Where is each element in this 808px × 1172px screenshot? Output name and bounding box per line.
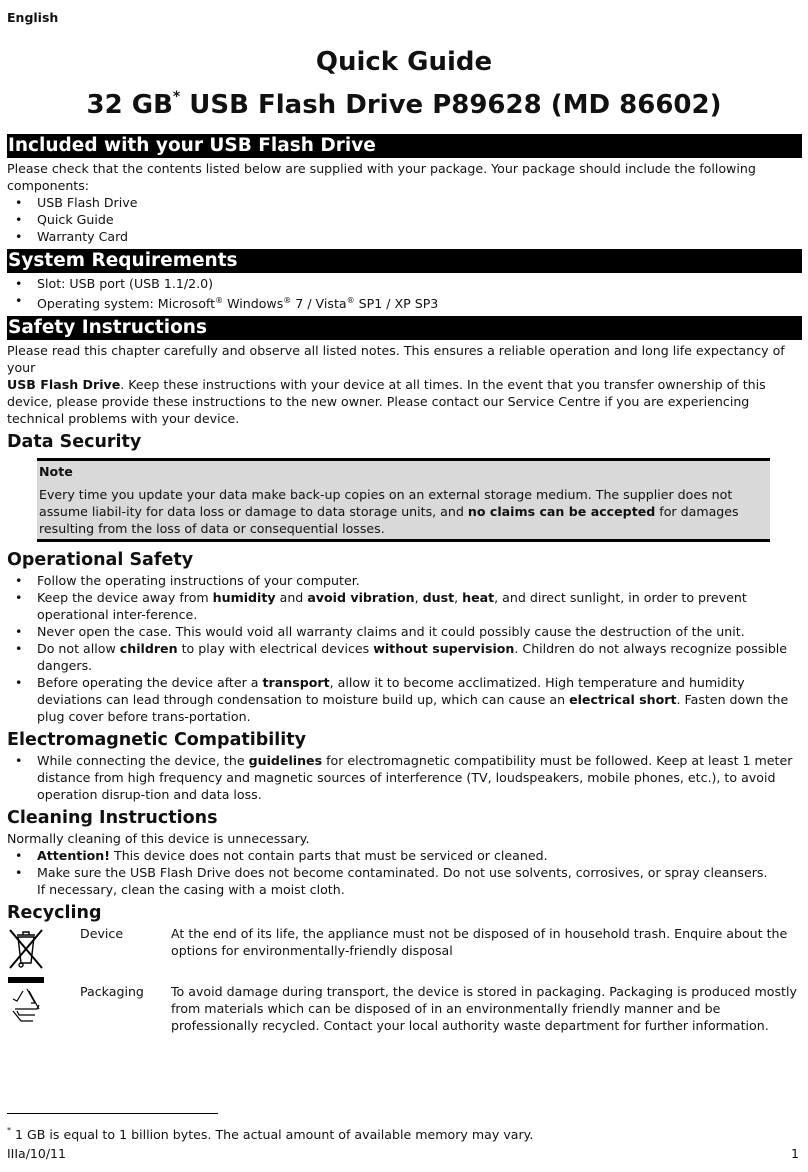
heading-data-security: Data Security bbox=[7, 432, 142, 453]
t: to play with electrical devices bbox=[177, 641, 374, 657]
list-item: • Never open the case. This would void all warranty claims and it could possibly cause the destruction of the unit. bbox=[37, 623, 802, 640]
safety-text: . Keep these instructions with your device at all times. In the event that you transfer ownership of this device, please provide these instructions to the new owner. Please contact our Service Centre if you are experiencing technical problems with your device. bbox=[7, 377, 766, 427]
safety-intro bbox=[7, 342, 802, 427]
title-capacity: 32 GB bbox=[86, 90, 173, 120]
b: Attention! bbox=[37, 848, 110, 864]
note-span: for damages resulting from the loss of data or consequential losses. bbox=[39, 504, 739, 537]
packaging-text: To avoid damage during transport, the device is stored in packaging. Packaging is produced mostly from materials which can be disposed of in an environmentally friendly manner and be professionally recycled. Contact your local authority waste department for further information. bbox=[171, 984, 797, 1034]
footnote-text: 1 GB is equal to 1 billion bytes. The actual amount of available memory may vary. bbox=[11, 1127, 534, 1142]
t: If necessary, clean the casing with a moist cloth. bbox=[37, 882, 345, 898]
section-heading-system: System Requirements bbox=[7, 249, 802, 273]
note-text bbox=[39, 486, 764, 537]
t: . Children do not always recognize possible dangers. bbox=[37, 641, 788, 674]
safety-text: Please read this chapter carefully and observe all listed notes. This ensures a reliable operation and long life expectancy of your bbox=[7, 343, 785, 376]
recycling-icon bbox=[7, 977, 47, 1029]
packaging-label: Packaging bbox=[80, 984, 144, 1000]
t: , allow it to become acclimatized. High temperature and humidity deviations can lead through condensation to moisture build up, which can cause an bbox=[37, 675, 745, 708]
os-text: SP1 / XP SP3 bbox=[354, 296, 439, 312]
t: While connecting the device, the bbox=[37, 753, 249, 769]
b: children bbox=[119, 641, 178, 657]
cleaning-list bbox=[7, 847, 802, 898]
footnote-mark: * bbox=[7, 1126, 11, 1135]
list-item bbox=[37, 674, 802, 725]
section-heading-safety: Safety Instructions bbox=[7, 316, 802, 340]
t: , bbox=[414, 590, 423, 606]
language-label: English bbox=[7, 10, 59, 25]
list-item bbox=[37, 640, 802, 674]
b: guidelines bbox=[248, 753, 323, 769]
t: This device does not contain parts that must be serviced or cleaned. bbox=[110, 848, 548, 864]
t: Do not allow bbox=[37, 641, 120, 657]
list-item: • Slot: USB port (USB 1.1/2.0) bbox=[37, 275, 802, 292]
title-line-1: Quick Guide bbox=[315, 47, 493, 77]
title-footnote-mark: * bbox=[172, 89, 181, 105]
t: Keep the device away from bbox=[37, 590, 213, 606]
b: humidity bbox=[212, 590, 276, 606]
t: , bbox=[454, 590, 463, 606]
operational-list bbox=[7, 572, 802, 725]
note-span: Every time you update your data make back-up copies on an external storage medium. The supplier does not assume liabil-ity for data loss or damage to data storage units, and bbox=[39, 487, 733, 520]
heading-cleaning: Cleaning Instructions bbox=[7, 808, 218, 829]
included-intro: Please check that the contents listed below are supplied with your package. Your package should include the following components: bbox=[7, 161, 756, 193]
title-product: USB Flash Drive P89628 (MD 86602) bbox=[180, 90, 722, 120]
page-number: 1 bbox=[791, 1146, 799, 1161]
t: . Fasten down the plug cover before trans-portation. bbox=[37, 692, 789, 725]
os-text: Operating system: Microsoft bbox=[37, 296, 216, 312]
cleaning-intro: Normally cleaning of this device is unnecessary. bbox=[7, 831, 310, 847]
t: Before operating the device after a bbox=[37, 675, 263, 691]
emc-list bbox=[7, 752, 802, 803]
title-line-2 bbox=[0, 80, 808, 122]
section-heading-included: Included with your USB Flash Drive bbox=[7, 134, 802, 158]
note-box bbox=[37, 458, 770, 542]
t: , and direct sunlight, in order to prevent operational inter-ference. bbox=[37, 590, 747, 623]
registered-mark: ® bbox=[215, 296, 224, 305]
list-item: • Quick Guide bbox=[37, 211, 802, 228]
list-item: • Warranty Card bbox=[37, 228, 802, 245]
list-item bbox=[37, 864, 802, 898]
t: Make sure the USB Flash Drive does not become contaminated. Do not use solvents, corrosives, or spray cleansers. bbox=[37, 865, 768, 881]
footnote bbox=[7, 1122, 533, 1143]
t: and bbox=[275, 590, 308, 606]
list-item bbox=[37, 292, 802, 312]
list-item bbox=[37, 752, 802, 803]
note-title: Note bbox=[39, 464, 73, 480]
list-item bbox=[37, 847, 802, 864]
b: heat bbox=[462, 590, 495, 606]
b: transport bbox=[262, 675, 330, 691]
heading-recycling: Recycling bbox=[7, 903, 102, 924]
main-content bbox=[7, 134, 802, 1065]
b: without supervision bbox=[373, 641, 515, 657]
safety-bold: USB Flash Drive bbox=[7, 377, 121, 393]
registered-mark: ® bbox=[283, 296, 292, 305]
included-list bbox=[7, 194, 802, 245]
list-item bbox=[37, 589, 802, 623]
device-label: Device bbox=[80, 926, 124, 942]
heading-operational-safety: Operational Safety bbox=[7, 550, 194, 571]
b: avoid vibration bbox=[307, 590, 415, 606]
device-text: At the end of its life, the appliance must not be disposed of in household trash. Enquire about the options for environmentally-friendly disposal bbox=[171, 926, 788, 959]
t: for electromagnetic compatibility must be followed. Keep at least 1 meter distance from high frequency and magnetic sources of interference (TV, loudspeakers, mobile phones, etc.), to avoid operation disrup-tion and data loss. bbox=[37, 753, 793, 803]
crossed-out-bin-icon bbox=[7, 927, 45, 975]
list-item: • Follow the operating instructions of your computer. bbox=[37, 572, 802, 589]
system-list bbox=[7, 275, 802, 312]
footer-code: IIIa/10/11 bbox=[7, 1146, 66, 1161]
os-text: 7 / Vista bbox=[291, 296, 347, 312]
heading-emc: Electromagnetic Compatibility bbox=[7, 730, 307, 751]
b: electrical short bbox=[569, 692, 677, 708]
list-item: • USB Flash Drive bbox=[37, 194, 802, 211]
recycling-table bbox=[7, 925, 802, 1065]
footnote-divider bbox=[7, 1113, 218, 1114]
registered-mark: ® bbox=[346, 296, 355, 305]
os-text: Windows bbox=[223, 296, 284, 312]
note-bold: no claims can be accepted bbox=[467, 504, 656, 520]
b: dust bbox=[422, 590, 455, 606]
